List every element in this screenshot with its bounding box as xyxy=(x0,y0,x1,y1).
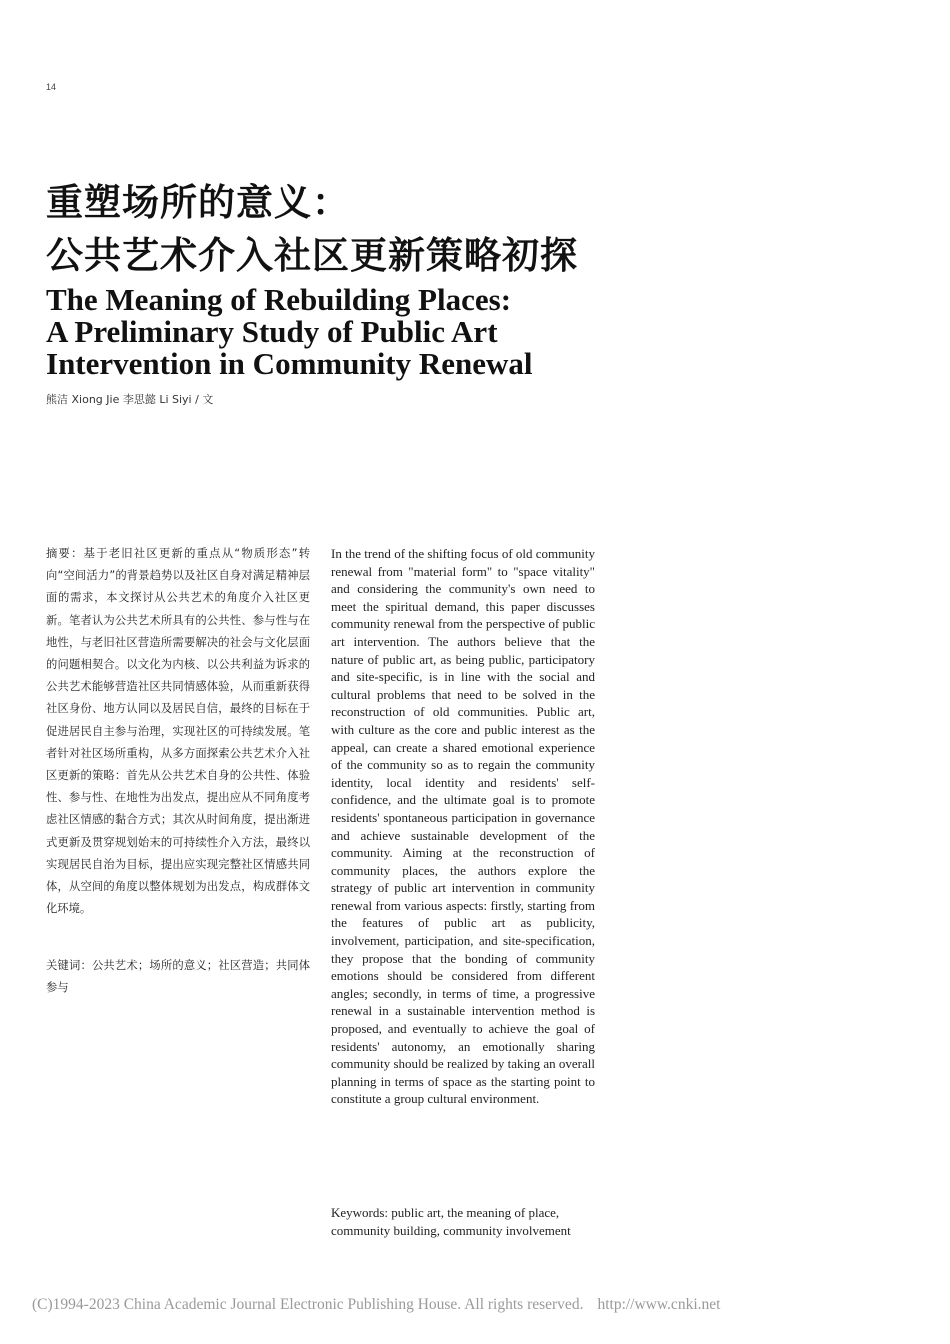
author-byline: 熊洁 Xiong Jie 李思懿 Li Siyi / 文 xyxy=(46,393,214,406)
english-title-line-1: The Meaning of Rebuilding Places: xyxy=(46,282,512,317)
chinese-abstract: 摘要：基于老旧社区更新的重点从“物质形态”转向“空间活力”的背景趋势以及社区自身对满足精神层面的需求，本文探讨从公共艺术的角度介入社区更新。笔者认为公共艺术所具有的公共性、参与性与在地性，与老旧社区营造所需要解决的社会与文化层面的问题相契合。以文化为内核、以公共利益为诉求的公共艺术能够营造社区共同情感体验，从而重新获得社区身份、地方认同以及居民自信，最终的目标在于促进居民自主参与治理，实现社区的可持续发展。笔者针对社区场所重构，从多方面探索公共艺术介入社区更新的策略：首先从公共艺术自身的公共性、体验性、参与性、在地性为出发点，提出应从不同角度考虑社区情感的黏合方式；其次从时间角度，提出渐进式更新及贯穿规划始末的可持续性介入方法，最终以实现居民自治为目标，提出应实现完整社区情感共同体，从空间的角度以整体规划为出发点，构成群体文化环境。 xyxy=(46,547,310,916)
english-title xyxy=(46,284,646,380)
copyright-footer xyxy=(32,1296,912,1314)
cnki-link[interactable]: http://www.cnki.net xyxy=(597,1296,721,1313)
chinese-title-line-1: 重塑场所的意义： xyxy=(46,181,350,224)
english-keywords: Keywords: public art, the meaning of place, community building, community involvement xyxy=(331,1205,571,1238)
copyright-notice: (C)1994-2023 China Academic Journal Electronic Publishing House. All rights reserved. xyxy=(32,1296,584,1313)
english-title-line-2: A Preliminary Study of Public Art xyxy=(46,314,498,349)
english-abstract: In the trend of the shifting focus of old community renewal from "material form" to "space vitality" and considering the community's own need to meet the spiritual demand, this paper discusses community renewal from the perspective of public art intervention. The authors believe that the nature of public art, as being public, participatory and site-specific, is in line with the social and cultural problems that need to be solved in the reconstruction of old communities. Public art, with culture as the core and public interest as the appeal, can create a shared emotional experience of the community so as to regain the community identity, local identity and residents' self-confidence, and the ultimate goal is to promote residents' spontaneous participation in governance and achieve sustainable development of the community. Aiming at the reconstruction of community places, the authors explore the strategy of public art intervention in community renewal from various aspects: firstly, starting from the features of public art as publicity, involvement, participation, and site-specification, they propose that the bonding of community emotions should be considered from different angles; secondly, in terms of time, a progressive renewal in a sustainable intervention method is proposed, and eventually to achieve the goal of residents' autonomy, an emotionally sharing community should be realized by taking an overall planning in terms of space as the starting point to constitute a group cultural environment. xyxy=(331,546,595,1107)
chinese-title xyxy=(46,176,666,282)
page-number: 14 xyxy=(46,82,57,92)
english-title-line-3: Intervention in Community Renewal xyxy=(46,346,533,381)
chinese-keywords: 关键词：公共艺术；场所的意义；社区营造；共同体参与 xyxy=(46,959,310,995)
chinese-title-line-2: 公共艺术介入社区更新策略初探 xyxy=(46,234,578,277)
